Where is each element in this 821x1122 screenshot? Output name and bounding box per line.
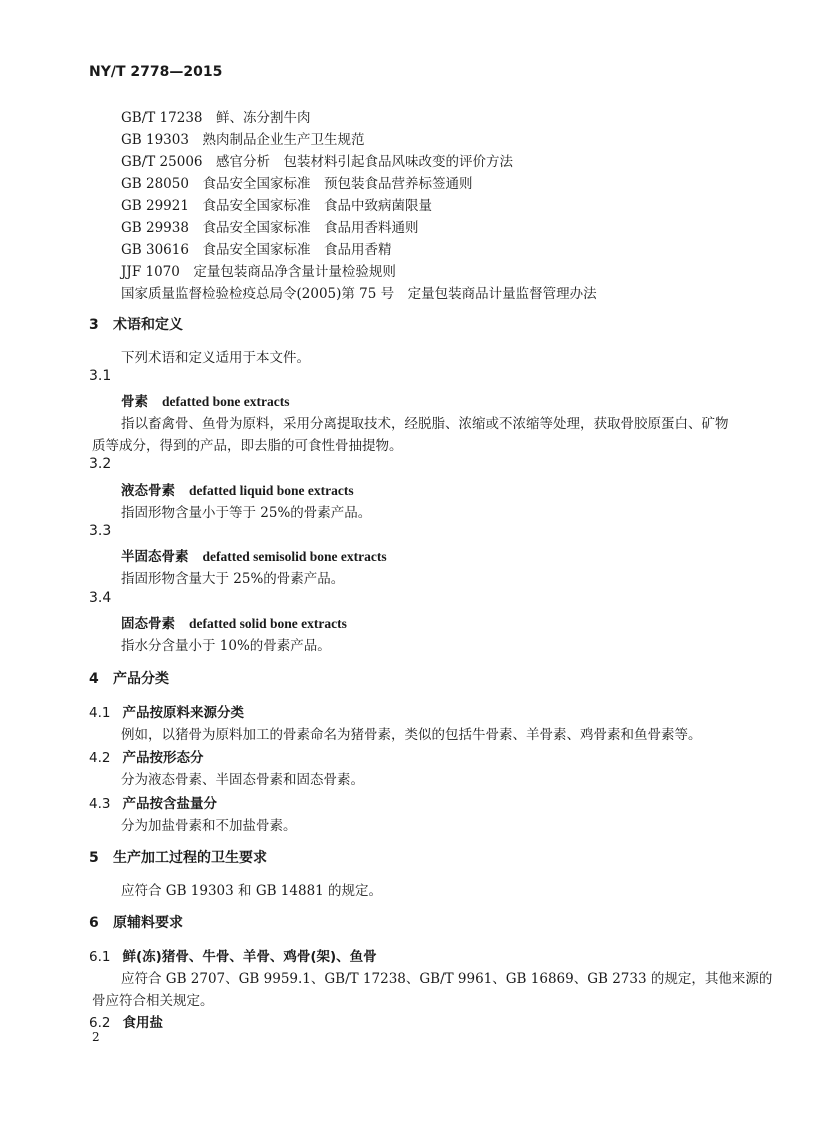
reference-item: GB 29938 食品安全国家标准 食品用香料通则: [121, 220, 419, 236]
subsection-title: 产品按原料来源分类: [122, 705, 244, 721]
section-number: 5: [89, 850, 99, 866]
subsection-title: 产品按含盐量分: [122, 796, 217, 812]
term-en: defatted bone extracts: [162, 394, 290, 409]
term-cn: 半固态骨素: [121, 549, 189, 565]
section-number: 3: [89, 317, 99, 333]
section-heading-6: [89, 912, 183, 932]
term-cn: 骨素: [121, 394, 148, 410]
standard-header: NY/T 2778—2015: [89, 64, 223, 80]
reference-item: GB/T 25006 感官分析 包装材料引起食品风味改变的评价方法: [121, 154, 513, 170]
section-title: 原辅料要求: [113, 915, 183, 931]
term-definition: 指水分含量小于 10%的骨素产品。: [121, 638, 331, 654]
term-number: 3.1: [89, 368, 112, 384]
subsection-number: 4.3: [89, 796, 111, 812]
subsection-title: 鲜(冻)猪骨、牛骨、羊骨、鸡骨(架)、鱼骨: [122, 949, 377, 965]
reference-item: GB 29921 食品安全国家标准 食品中致病菌限量: [121, 198, 432, 214]
reference-item: GB 30616 食品安全国家标准 食品用香精: [121, 242, 392, 258]
reference-item: GB 28050 食品安全国家标准 预包装食品营养标签通则: [121, 176, 473, 192]
subsection-text: 应符合 GB 2707、GB 9959.1、GB/T 17238、GB/T 9961、GB 16869、GB 2733 的规定，其他来源的: [121, 971, 773, 987]
term-title: [121, 612, 347, 632]
subsection-text: 分为加盐骨素和不加盐骨素。: [121, 818, 297, 834]
subsection-text-cont: 骨应符合相关规定。: [92, 993, 214, 1009]
subsection-title: 食用盐: [122, 1015, 163, 1031]
reference-item: GB/T 17238 鲜、冻分割牛肉: [121, 110, 311, 126]
section-heading-3: [89, 314, 183, 334]
section-heading-5: [89, 847, 267, 867]
term-definition: 指固形物含量大于 25%的骨素产品。: [121, 571, 345, 587]
subsection-number: 6.1: [89, 949, 111, 965]
reference-item: JJF 1070 定量包装商品净含量计量检验规则: [121, 264, 396, 280]
subsection-text: 例如，以猪骨为原料加工的骨素命名为猪骨素，类似的包括牛骨素、羊骨素、鸡骨素和鱼骨素等。: [121, 727, 702, 743]
reference-item: 国家质量监督检验检疫总局令(2005)第 75 号 定量包装商品计量监督管理办法: [121, 286, 597, 302]
subsection-number: 4.2: [89, 750, 111, 766]
term-number: 3.3: [89, 523, 112, 539]
section-title: 生产加工过程的卫生要求: [113, 850, 267, 866]
subsection-number: 6.2: [89, 1015, 111, 1031]
subsection-text: 分为液态骨素、半固态骨素和固态骨素。: [121, 772, 364, 788]
term-cn: 液态骨素: [121, 483, 175, 499]
term-number: 3.2: [89, 456, 112, 472]
subsection-title: 产品按形态分: [122, 750, 204, 766]
term-title: [121, 390, 289, 410]
section-number: 6: [89, 915, 99, 931]
section-number: 4: [89, 671, 99, 687]
section-text: 应符合 GB 19303 和 GB 14881 的规定。: [121, 883, 383, 899]
term-en: defatted solid bone extracts: [189, 616, 347, 631]
term-en: defatted liquid bone extracts: [189, 483, 354, 498]
section-intro: 下列术语和定义适用于本文件。: [121, 350, 310, 366]
term-definition-cont: 质等成分，得到的产品，即去脂的可食性骨抽提物。: [92, 438, 403, 454]
term-definition: 指以畜禽骨、鱼骨为原料，采用分离提取技术，经脱脂、浓缩或不浓缩等处理，获取骨胶原蛋白、矿物: [121, 416, 729, 432]
term-cn: 固态骨素: [121, 616, 175, 632]
section-title: 产品分类: [113, 671, 169, 687]
term-number: 3.4: [89, 590, 112, 606]
term-definition: 指固形物含量小于等于 25%的骨素产品。: [121, 505, 372, 521]
term-title: [121, 545, 387, 565]
subsection-heading: [89, 792, 217, 812]
term-title: [121, 479, 354, 499]
page-number: 2: [92, 1030, 100, 1044]
section-title: 术语和定义: [113, 317, 183, 333]
subsection-number: 4.1: [89, 705, 111, 721]
subsection-heading: [89, 746, 203, 766]
subsection-heading: [89, 945, 377, 965]
subsection-heading: [89, 1011, 163, 1031]
term-en: defatted semisolid bone extracts: [202, 549, 387, 564]
reference-item: GB 19303 熟肉制品企业生产卫生规范: [121, 132, 365, 148]
section-heading-4: [89, 668, 169, 688]
subsection-heading: [89, 701, 244, 721]
